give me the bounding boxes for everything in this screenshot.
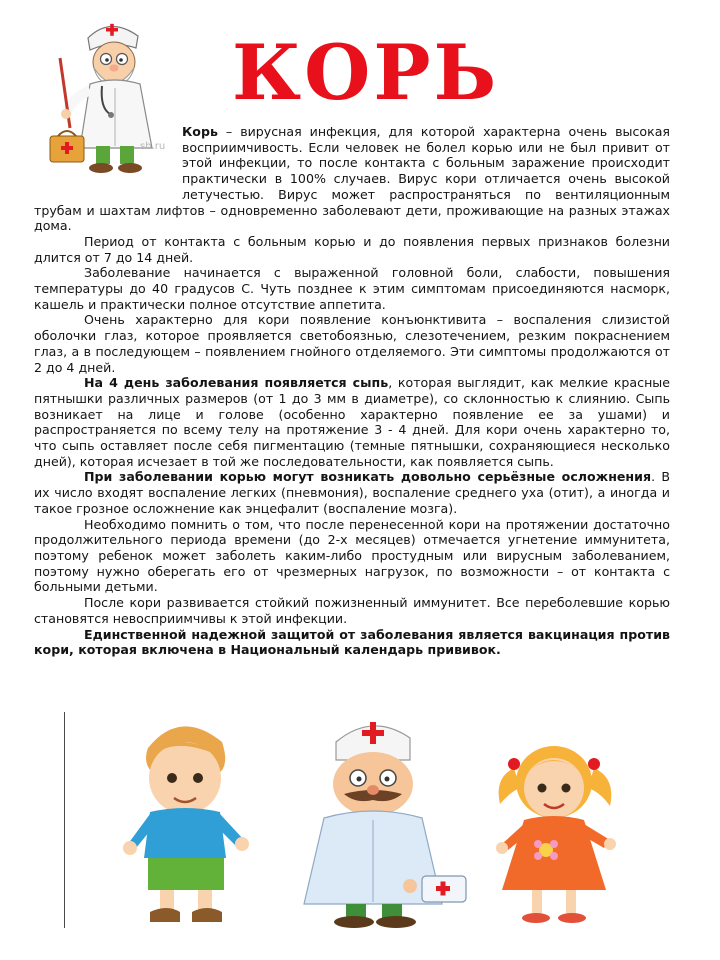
paragraph-conjunctivitis: Очень характерно для кори появление конъюнктивита – воспаления слизистой оболочки глаз, которое проявляется светобоязнью, слезотечением, резким покраснением глаз, а в последующем – появлением гнойного отделяемого. Эти симптомы продолжаются от 2 до 4 дней. <box>34 312 670 375</box>
paragraph-definition-text: – вирусная инфекция, для которой характерна очень высокая восприимчивость. Если человек не болел корью или не был привит от этой инфекции, то после контакта с больным заражение происходит практически в 100% случаев. Вирус кори отличается очень высокой летучестью. Вирус может распространяться по вентиляционным трубам и шахтам лифтов – одновременно заболевают дети, проживающие на разных этажах дома. <box>34 124 670 234</box>
article-body <box>34 124 670 658</box>
children-and-doctor-illustration <box>110 708 690 936</box>
illustration-wrap-spacer <box>34 124 182 187</box>
paragraph-rash <box>34 375 670 469</box>
rash-heading: На 4 день заболевания появляется сыпь <box>84 375 389 391</box>
watermark-text: sh.ru <box>140 141 166 152</box>
paragraph-onset: Заболевание начинается с выраженной головной боли, слабости, повышения температуры до 40 градусов С. Чуть позднее к этим симптомам присоединяются насморк, кашель и практически полное отсутствие аппетита. <box>34 265 670 312</box>
paragraph-vaccination: Единственной надежной защитой от заболевания является вакцинация против кори, которая включена в Национальный календарь прививок. <box>34 626 670 658</box>
boy-figure <box>123 726 249 922</box>
paragraph-immunity-suppression: Необходимо помнить о том, что после перенесенной кори на протяжении достаточно продолжительного периода времени (до 2-х месяцев) отмечается угнетение иммунитета, поэтому ребенок может заболеть каким-либо простудным или вирусным заболеванием, поэтому нужно оберегать его от чрезмерных нагрузок, по возможности – от контакта с больными детьми. <box>34 516 670 595</box>
term-measles: Корь <box>182 124 218 139</box>
rash-text: , которая выглядит, как мелкие красные пятнышки различных размеров (от 1 до 3 мм в диаметре), со склонностью к слиянию. Сыпь возникает на лице и голове (особенно характерно появление ее за ушами) и распространяется по всему телу на протяжение 3 - 4 дней. Для кори очень характерно то, что сыпь оставляет после себя пигментацию (темные пятнышки, сохраняющиеся несколько дней), которая исчезает в той же последовательности, как появляется сыпь. <box>34 375 670 469</box>
paragraph-lifelong-immunity: После кори развивается стойкий пожизненный иммунитет. Все переболевшие корью становятся невосприимчивы к этой инфекции. <box>34 595 670 626</box>
paragraph-complications <box>34 469 670 516</box>
doctor-figure <box>304 722 466 928</box>
girl-figure <box>496 746 616 923</box>
complications-heading: При заболевании корью могут возникать довольно серьёзные осложнения <box>84 469 652 485</box>
page-title: КОРЬ <box>232 28 500 117</box>
margin-line <box>64 712 65 928</box>
complications-text: . В их число входят воспаление легких (пневмония), воспаление среднего уха (отит), а иногда и такое грозное осложнение как энцефалит (воспаление мозга). <box>34 469 671 516</box>
paragraph-incubation: Период от контакта с больным корью и до появления первых признаков болезни длится от 7 до 14 дней. <box>34 233 670 265</box>
